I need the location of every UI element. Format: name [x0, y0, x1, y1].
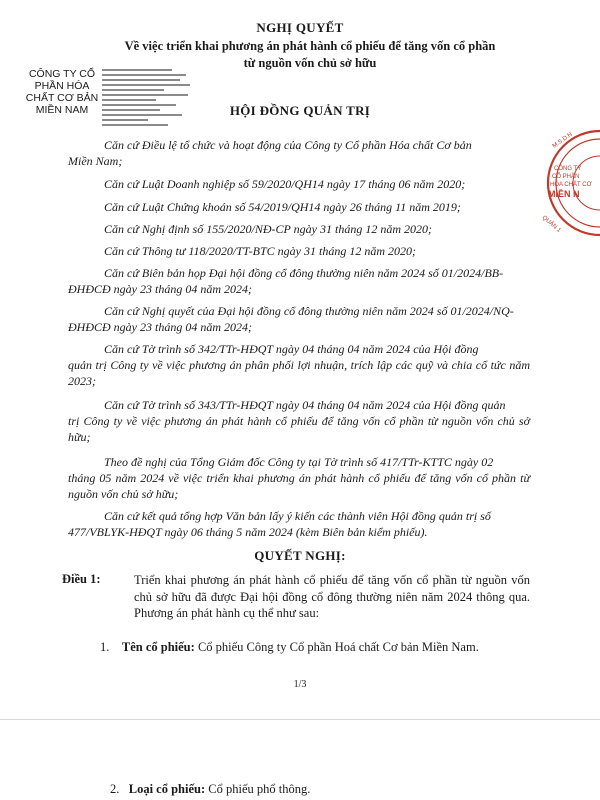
svg-text:M.S.D.N: M.S.D.N: [551, 131, 574, 150]
item-value: Cổ phiếu phổ thông.: [208, 782, 311, 796]
subtitle-line-1: Về việc triển khai phương án phát hành cổ phiếu để tăng vốn cổ phần: [124, 39, 496, 53]
council-heading: HỘI ĐỒNG QUẢN TRỊ: [229, 103, 371, 118]
subtitle-line-2: từ nguồn vốn chủ sở hữu: [243, 56, 377, 70]
basis-paragraph: Căn cứ Biên bản họp Đại hội đồng cổ đông thường niên năm 2024 số 01/2024/BB- ĐHĐCĐ ngày 23 tháng 04 năm 2024;: [68, 266, 504, 296]
item-value: Cổ phiếu Công ty Cổ phần Hoá chất Cơ bản Miền Nam.: [197, 640, 479, 654]
article-1-label: Điều 1:: [62, 572, 101, 586]
basis-paragraph: Căn cứ Nghị quyết của Đại hội đồng cổ đông thường niên năm 2024 số 01/2024/NQ- ĐHĐCĐ ngày 23 tháng 04 năm 2024;: [68, 304, 514, 334]
basis-paragraph: Theo đề nghị của Tổng Giám đốc Công ty tại Tờ trình số 417/TTr-KTTC ngày 02 tháng 05 năm 2024 về việc triển khai phương án phát hành cổ phiếu để tăng vốn cổ phần từ nguồn vốn chủ sở hữu;: [68, 455, 530, 501]
svg-text:CÔNG TY: CÔNG TY: [554, 166, 582, 172]
item-label: Loại cổ phiếu:: [128, 782, 206, 796]
signature-company-name: CÔNG TY CỔ PHẦN HÓA CHẤT CƠ BẢN MIỀN NAM: [25, 68, 99, 116]
basis-paragraph: Căn cứ Nghị định số 155/2020/NĐ-CP ngày 31 tháng 12 năm 2020;: [104, 222, 432, 236]
svg-text:QUẬN 1: QUẬN 1: [540, 214, 562, 234]
basis-paragraph: Căn cứ Tờ trình số 342/TTr-HĐQT ngày 04 tháng 04 năm 2024 của Hội đồng quản trị Công ty về việc phương án phân phối lợi nhuận, trích lập các quỹ và chia cổ tức năm 2023;: [68, 342, 530, 388]
signature-detail-lines: [102, 68, 194, 130]
basis-paragraph: Căn cứ kết quả tổng hợp Văn bản lấy ý kiến các thành viên Hội đồng quản trị số 477/VBLYK-HĐQT ngày 06 tháng 5 năm 2024 (kèm Biên bản kiểm phiếu).: [68, 509, 491, 539]
company-seal-graphic: [534, 128, 600, 238]
signature-details: [102, 68, 194, 132]
company-seal: [534, 128, 600, 238]
decision-item: [110, 782, 310, 797]
basis-paragraph: Căn cứ Thông tư 118/2020/TT-BTC ngày 31 tháng 12 năm 2020;: [104, 244, 416, 258]
next-page-area: [0, 720, 600, 800]
svg-text:HÓA CHẤT CƠ: HÓA CHẤT CƠ: [550, 182, 592, 188]
item-number: 1.: [100, 640, 110, 654]
company-seal-text: MIỀN N: [548, 189, 580, 199]
decision-heading: QUYẾT NGHỊ:: [254, 548, 346, 563]
page-number: 1/3: [293, 679, 307, 690]
document-title: NGHỊ QUYẾT: [256, 20, 344, 35]
basis-paragraph: Căn cứ Tờ trình số 343/TTr-HĐQT ngày 04 tháng 04 năm 2024 của Hội đồng quản trị Công ty về việc phương án phát hành cổ phiếu để tăng vốn cổ phần từ nguồn vốn chủ sở hữu;: [68, 398, 530, 444]
decision-item: [100, 640, 479, 655]
svg-text:CỔ PHẦN: CỔ PHẦN: [552, 174, 580, 180]
item-label: Tên cổ phiếu:: [121, 640, 195, 654]
document-subtitle: [80, 38, 540, 72]
basis-paragraph: Căn cứ Luật Chứng khoán số 54/2019/QH14 ngày 26 tháng 11 năm 2019;: [104, 200, 461, 214]
basis-paragraph: Căn cứ Luật Doanh nghiệp số 59/2020/QH14 ngày 17 tháng 06 năm 2020;: [104, 177, 466, 191]
article-1-text: Triển khai phương án phát hành cổ phiếu để tăng vốn cổ phần từ nguồn vốn chủ sở hữu đã được Đại hội đồng cổ đông thường niên năm 2024 thông qua. Phương án phát hành cụ thể như sau:: [134, 573, 530, 620]
basis-paragraph: Căn cứ Điều lệ tổ chức và hoạt động của Công ty Cổ phần Hóa chất Cơ bản Miền Nam;: [68, 138, 472, 168]
item-number: 2.: [110, 782, 120, 796]
